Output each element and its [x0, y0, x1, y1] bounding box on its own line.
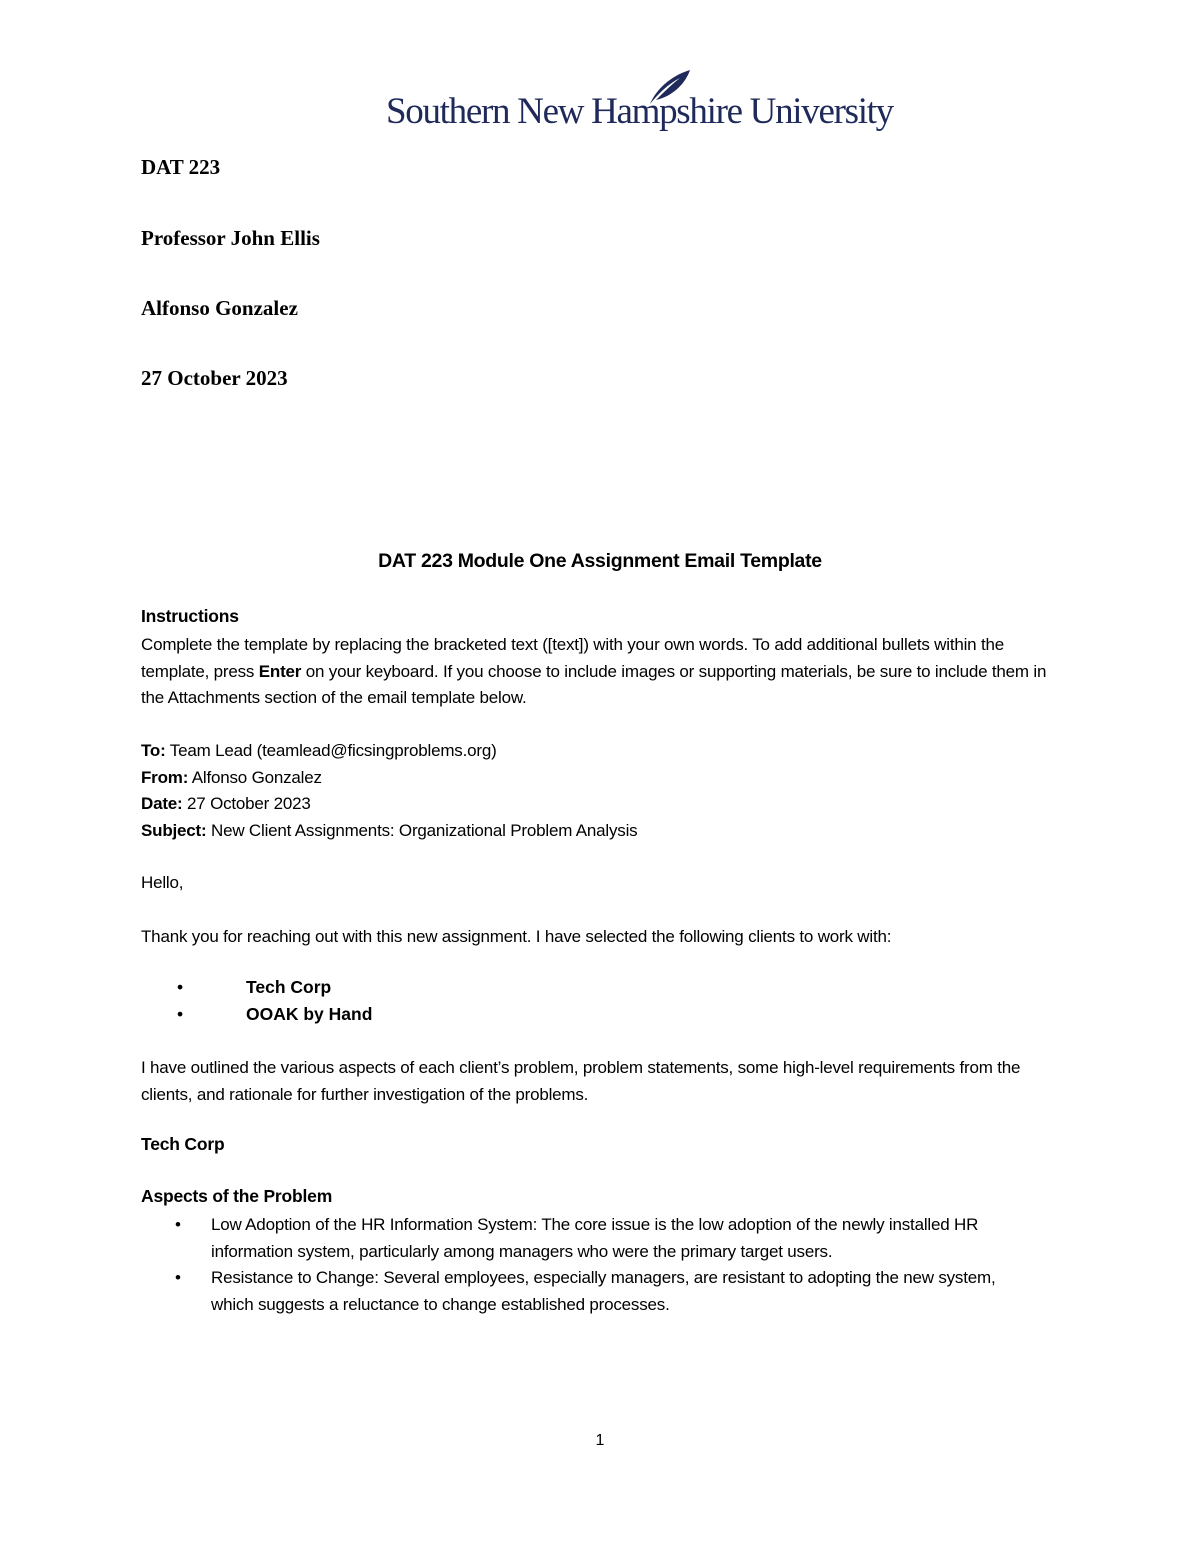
aspect-text: Resistance to Change: Several employees, especially managers, are resistant to adopting the new system, which suggests a reluctance to change established processes.	[211, 1268, 996, 1314]
instructions-text-2: on your keyboard. If you choose to include images or supporting materials, be sure to include them in the Attachments section of the email template below.	[141, 661, 1047, 707]
course-code: DAT 223	[141, 155, 221, 179]
subject-label: Subject:	[141, 820, 207, 840]
university-logo	[386, 68, 893, 138]
email-header	[141, 738, 1066, 844]
bullet-icon: •	[175, 1268, 181, 1287]
from-value: Alfonso Gonzalez	[188, 767, 322, 787]
client-list	[141, 974, 372, 1028]
instructions-paragraph	[141, 632, 1066, 712]
aspects-heading: Aspects of the Problem	[141, 1186, 333, 1206]
email-to-line	[141, 738, 1066, 765]
professor-name: Professor John Ellis	[141, 226, 320, 250]
date-value: 27 October 2023	[182, 794, 311, 813]
bullet-icon: •	[177, 1004, 184, 1024]
date-label: Date:	[141, 794, 183, 813]
page-number: 1	[595, 1432, 605, 1449]
aspects-list	[141, 1212, 1041, 1318]
client-name: Tech Corp	[246, 977, 332, 997]
submission-date: 27 October 2023	[141, 366, 288, 390]
email-intro: Thank you for reaching out with this new assignment. I have selected the following clients to work with:	[141, 927, 892, 946]
list-item	[141, 974, 372, 1001]
bullet-icon: •	[175, 1215, 181, 1234]
bullet-icon: •	[177, 977, 184, 997]
instructions-text-1: Complete the template by replacing the bracketed text ([text]) with your own words. To add additional bullets within the template, press	[141, 635, 1004, 681]
email-subject-line	[141, 818, 1066, 845]
email-from-line	[141, 765, 1066, 792]
to-label: To:	[141, 741, 166, 760]
student-name: Alfonso Gonzalez	[141, 296, 298, 320]
client-section-heading: Tech Corp	[141, 1134, 225, 1154]
client-name: OOAK by Hand	[246, 1004, 373, 1024]
email-greeting: Hello,	[141, 873, 184, 892]
to-value: Team Lead (teamlead@ficsingproblems.org)	[165, 741, 497, 760]
logo-wordmark: Southern New Hampshire University	[386, 91, 893, 132]
list-item	[141, 1212, 1041, 1265]
instructions-enter-key: Enter	[258, 661, 302, 681]
feather-logo-icon	[646, 68, 694, 108]
subject-value: New Client Assignments: Organizational Problem Analysis	[206, 820, 638, 840]
list-item	[141, 1001, 372, 1028]
document-title: DAT 223 Module One Assignment Email Template	[378, 550, 822, 572]
outline-paragraph: I have outlined the various aspects of each client’s problem, problem statements, some high-level requirements from the clients, and rationale for further investigation of the problems.	[141, 1058, 1021, 1104]
aspect-text: Low Adoption of the HR Information System: The core issue is the low adoption of the newly installed HR information system, particularly among managers who were the primary target users.	[211, 1215, 979, 1261]
list-item	[141, 1265, 1041, 1318]
email-date-line	[141, 791, 1066, 818]
instructions-heading: Instructions	[141, 606, 239, 626]
from-label: From:	[141, 767, 189, 787]
